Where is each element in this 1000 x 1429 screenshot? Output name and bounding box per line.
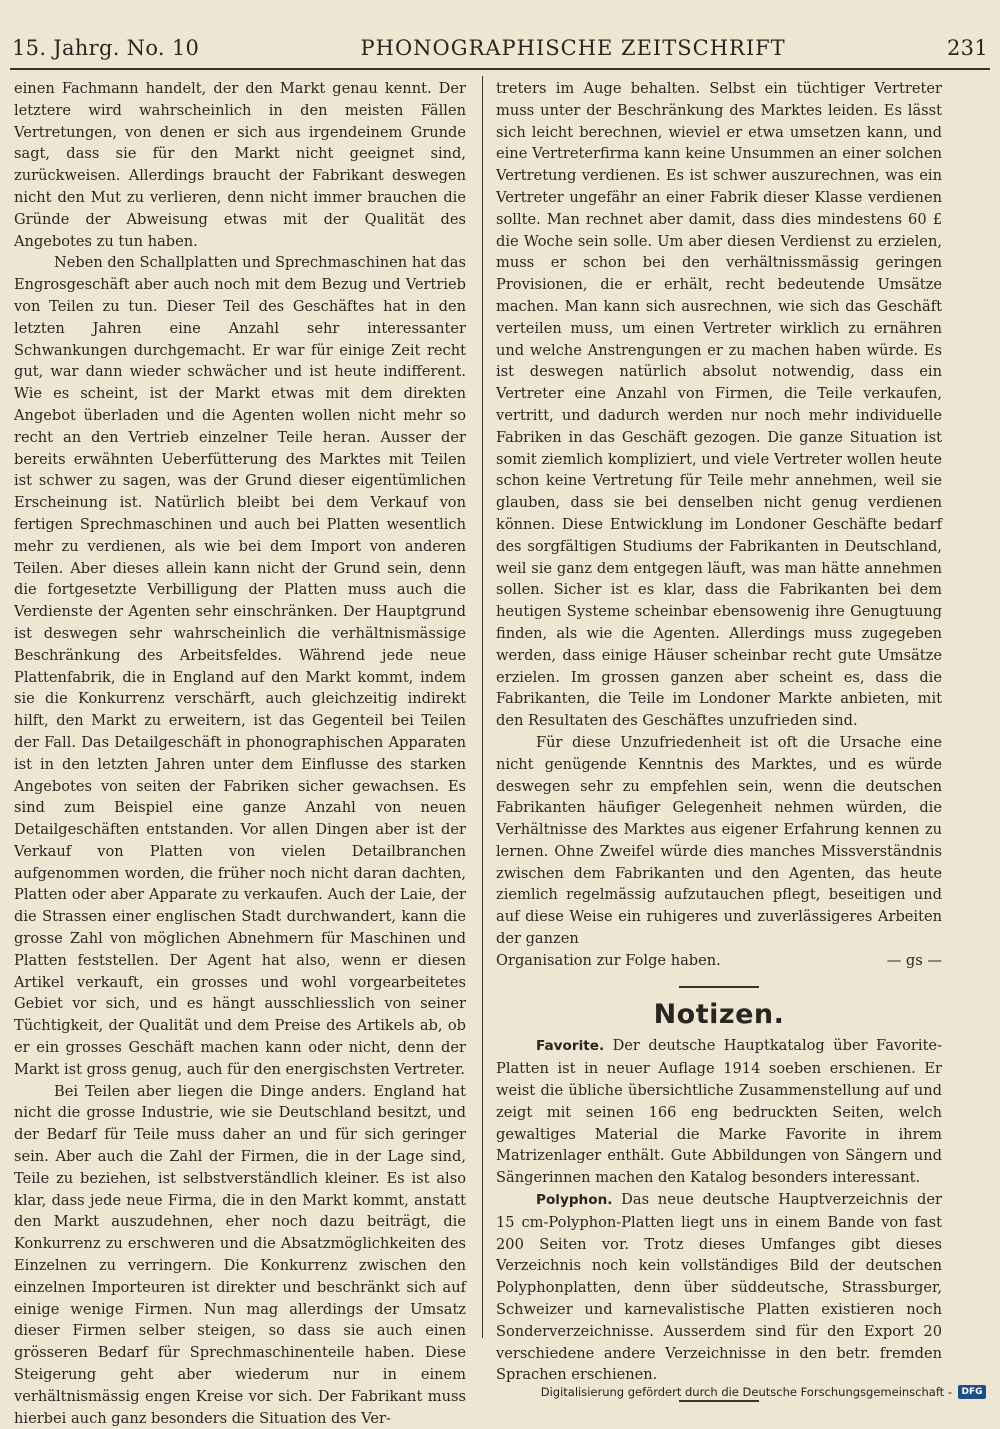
polyphon-label: Polyphon. xyxy=(536,1192,613,1209)
notizen-heading: Notizen. xyxy=(653,998,785,1030)
header-rule xyxy=(10,68,990,70)
column-divider xyxy=(482,76,483,1338)
right-column xyxy=(496,78,942,1402)
left-paragraph-1: einen Fachmann handelt, der den Markt genau kennt. Der letztere wird wahrscheinlich in den meisten Fällen Vertretungen, von denen er sich aus irgendeinem Grunde sagt, dass sie für den Markt nicht geeignet sind, zurückweisen. Allerdings braucht der Fabrikant deswegen nicht den Mut zu verlieren, denn nicht immer brauchen die Gründe der Abweisung etwas mit der Qualität des Angebotes zu tun haben. xyxy=(14,80,466,250)
left-column xyxy=(14,78,466,1429)
journal-title: PHONOGRAPHISCHE ZEITSCHRIFT xyxy=(360,36,786,60)
closing-line xyxy=(496,950,942,972)
page-header xyxy=(12,30,988,66)
issue-label: 15. Jahrg. No. 10 xyxy=(12,36,200,60)
left-paragraph-2: Neben den Schallplatten und Sprechmaschinen hat das Engrosgeschäft aber auch noch mit dem Bezug und Vertrieb von Teilen zu tun. Dieser Teil des Geschäftes hat in den letzten Jahren eine Anzahl sehr interessanter Schwankungen durchgemacht. Er war für einige Zeit recht gut, war dann wieder schwächer und ist heute indifferent. Wie es scheint, ist der Markt etwas mit dem direkten Angebot überladen und die Agenten wollen nicht mehr so recht an den Vertrieb einzelner Teile heran. Ausser der bereits erwähnten Ueberfütterung des Marktes mit Teilen ist schwer zu sagen, was der Grund dieser eigentümlichen Erscheinung ist. Natürlich bleibt bei dem Verkauf von fertigen Sprechmaschinen und auch bei Platten wesentlich mehr zu verdienen, als wie bei dem Import von anderen Teilen. Aber dieses allein kann nicht der Grund sein, denn die fortgesetzte Verbilligung der Platten muss auch die Verdienste der Agenten sehr einschränken. Der Hauptgrund ist deswegen sehr wahrscheinlich die verhältnismässige Beschränkung des Arbeitsfeldes. Während jede neue Plattenfabrik, die in England auf den Markt kommt, indem sie die Konkurrenz verschärft, auch gleichzeitig indirekt hilft, den Markt zu erweitern, ist das Gegenteil bei Teilen der Fall. Das Detailgeschäft in phonographischen Apparaten ist in den letzten Jahren unter dem Einflusse des starken Angebotes von seiten der Fabriken sicher gewachsen. Es sind zum Beispiel eine ganze Anzahl von neuen Detailgeschäften entstanden. Vor allen Dingen aber ist der Verkauf von Platten von vielen Detailbranchen aufgenommen worden, die früher noch nicht daran dachten, Platten oder aber Apparate zu verkaufen. Auch der Laie, der die Strassen einer englischen Stadt durchwandert, kann die grosse Zahl von möglichen Abnehmern für Maschinen und Platten feststellen. Der Agent hat also, wenn er diesen Artikel verkauft, ein grosses und wohl vorgearbeitetes Gebiet vor sich, und es hängt ausschliesslich von seiner Tüchtigkeit, der Qualität und dem Preise des Artikels ab, ob er ein grosses Geschäft machen kann oder nicht, denn der Markt ist gross genug, auch für den energischsten Vertreter. xyxy=(14,254,466,1078)
notice-polyphon xyxy=(496,1189,942,1386)
right-paragraph-1: treters im Auge behalten. Selbst ein tüchtiger Vertreter muss unter der Beschränkung des Marktes leiden. Es lässt sich leicht berechnen, wieviel er etwa umsetzen kann, und eine Vertreterfirma kann keine Unsummen an einer solchen Vertretung verdienen. Es ist schwer auszurechnen, was ein Vertreter ungefähr an einer Fabrik dieser Klasse verdienen sollte. Man rechnet aber damit, dass dies mindestens 60 £ die Woche sein solle. Um aber diesen Verdienst zu erzielen, muss er schon bei den verhältnissmässig geringen Provisionen, die er erhält, recht bedeutende Umsätze machen. Man kann sich ausrechnen, wie sich das Geschäft verteilen muss, um einen Vertreter wirklich zu ernähren und welche Anstrengungen er zu machen haben würde. Es ist deswegen natürlich absolut notwendig, dass ein Vertreter eine Anzahl von Firmen, die Teile verkaufen, vertritt, und dadurch werden nur noch mehr individuelle Fabriken in das Geschäft gezogen. Die ganze Situation ist somit ziemlich kompliziert, und viele Vertreter wollen heute schon keine Vertretung für Teile mehr annehmen, weil sie glauben, dass sie bei denselben nicht genug verdienen können. Diese Entwicklung im Londoner Geschäfte bedarf des sorgfältigen Studiums der Fabrikanten in Deutschland, weil sie ganz dem entgegen läuft, was man hätte annehmen sollen. Sicher ist es klar, dass die Fabrikanten bei dem heutigen Systeme scheinbar ebensowenig ihre Genugtuung finden, als wie die Agenten. Allerdings muss zugegeben werden, dass einige Häuser scheinbar recht gute Umsätze erzielen. Im grossen ganzen aber scheint es, dass die Fabrikanten, die Teile im Londoner Markte anbieten, mit den Resultaten des Geschäftes unzufrieden sind. xyxy=(496,80,942,730)
end-rule xyxy=(679,1400,759,1402)
page-number: 231 xyxy=(947,36,988,60)
dfg-logo-icon: DFG xyxy=(958,1385,986,1399)
favorite-text: Der deutsche Hauptkatalog über Favorite-Platten ist in neuer Auflage 1914 soeben erschienen. Er weist die übliche übersichtliche Zusammenstellung auf und zeigt mit seinen 166 eng bedruckten Seiten, welch gewaltiges Material die Marke Favorite in ihrem Matrizenlager enthält. Gute Abbildungen von Sängern und Sängerinnen machen den Katalog besonders interessant. xyxy=(496,1037,942,1187)
author-signature: — gs — xyxy=(886,951,942,969)
footer-credit: Digitalisierung gefördert durch die Deutsche Forschungsgemeinschaft - xyxy=(540,1385,952,1399)
left-paragraph-3: Bei Teilen aber liegen die Dinge anders. England hat nicht die grosse Industrie, wie sie Deutschland besitzt, und der Bedarf für Teile muss daher an und für sich geringer sein. Aber auch die Zahl der Firmen, die in der Lage sind, Teile zu beziehen, ist selbstverständlich kleiner. Es ist also klar, dass jede neue Firma, die in den Markt kommt, anstatt den Markt auszudehnen, eher noch dazu beiträgt, die Konkurrenz zu erschweren und die Absatzmöglichkeiten des Einzelnen zu verringern. Die Konkurrenz zwischen den einzelnen Importeuren ist direkter und beschränkt sich auf einige wenige Firmen. Nun mag allerdings der Umsatz dieser Firmen selber steigen, so dass sie auch einen grösseren Bedarf für Sprechmaschinenteile haben. Diese Steigerung geht aber wiederum nur in einem verhältnismässig engen Kreise vor sich. Der Fabrikant muss hierbei auch ganz besonders die Situation des Ver- xyxy=(14,1082,466,1427)
notice-favorite xyxy=(496,1035,942,1189)
polyphon-text: Das neue deutsche Hauptverzeichnis der 15 cm-Polyphon-Platten liegt uns in einem Bande von fast 200 Seiten vor. Trotz dieses Umfanges gibt dieses Verzeichnis noch kein vollständiges Bild der deutschen Polyphonplatten, denn über süddeutsche, Strassburger, Schweizer und karnevalistische Platten existieren noch Sonderverzeichnisse. Ausserdem sind für den Export 20 verschiedene andere Verzeichnisse in den betr. fremden Sprachen erschienen. xyxy=(496,1191,942,1384)
favorite-label: Favorite. xyxy=(536,1038,605,1055)
right-paragraph-2: Für diese Unzufriedenheit ist oft die Ursache eine nicht genügende Kenntnis des Marktes, und es würde deswegen sehr zu empfehlen sein, wenn die deutschen Fabrikanten häufiger Gelegenheit nehmen würden, die Verhältnisse des Marktes aus eigener Erfahrung kennen zu lernen. Ohne Zweifel würde dies manches Missverständnis zwischen dem Fabrikanten und den Agenten, das heute ziemlich regelmässig aufzutauchen pflegt, beseitigen und auf diese Weise ein ruhigeres und zuverlässigeres Arbeiten der ganzen xyxy=(496,733,942,948)
closing-text: Organisation zur Folge haben. xyxy=(496,951,721,969)
digitization-footer xyxy=(541,1385,986,1399)
